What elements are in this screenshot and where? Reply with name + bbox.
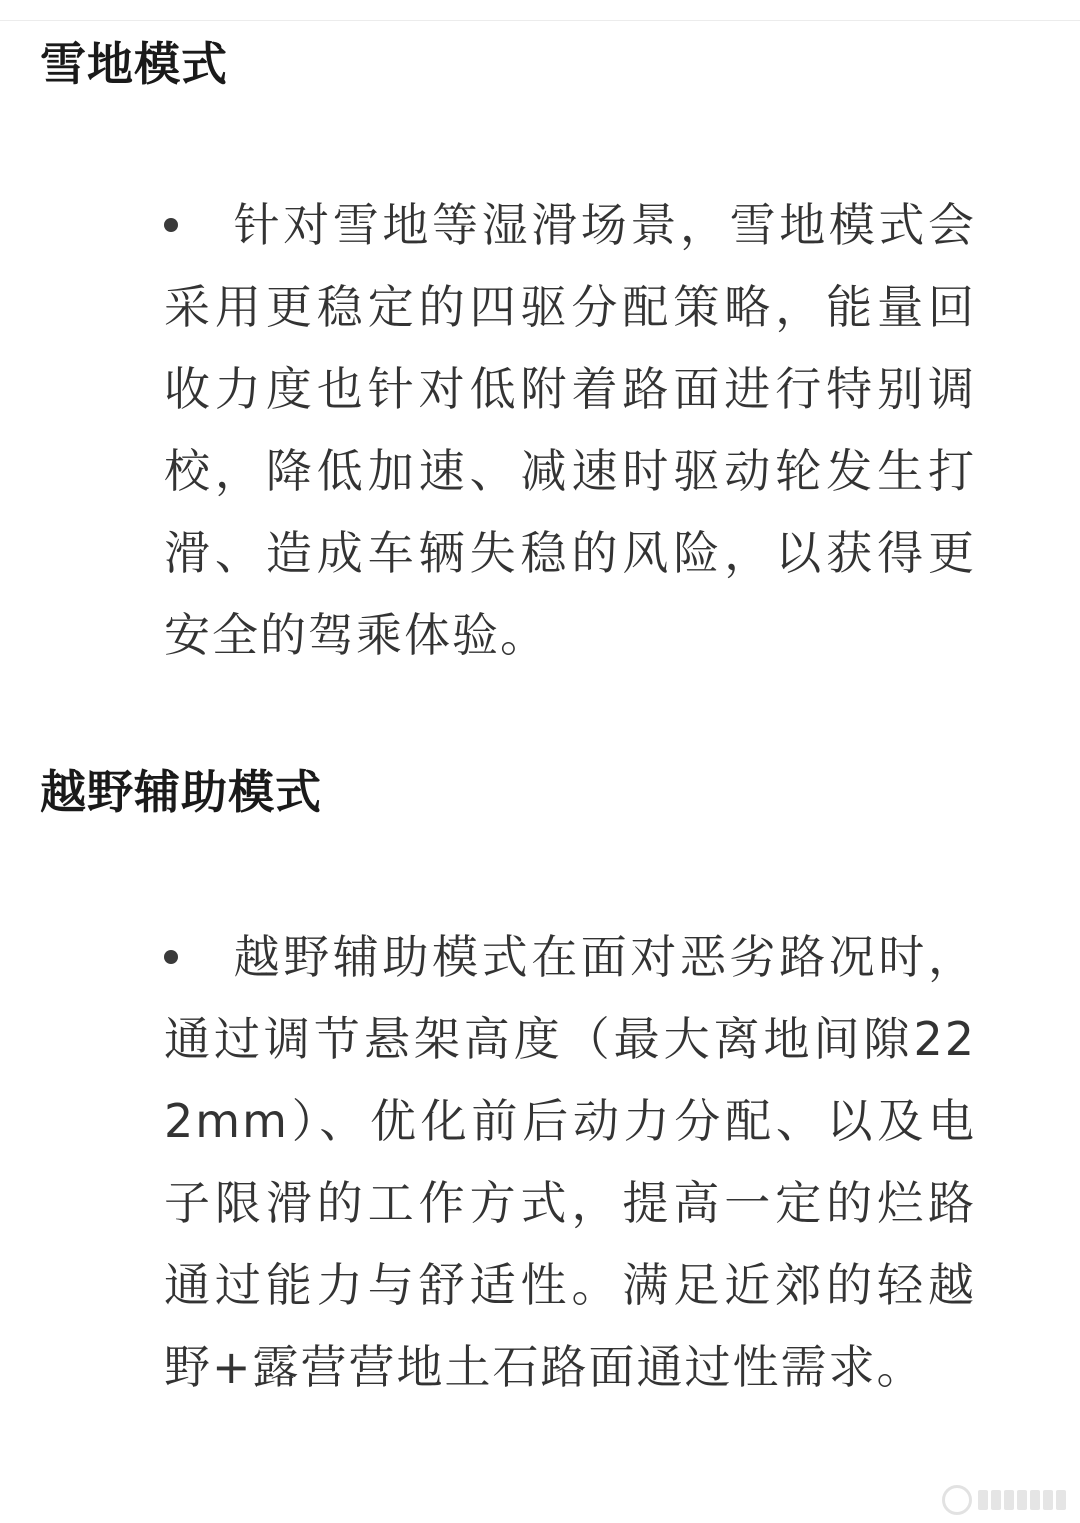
- top-divider: [0, 20, 1080, 21]
- bullet-dot-icon: [164, 218, 178, 232]
- bullet-text-offroad-mode: 越野辅助模式在面对恶劣路况时，通过调节悬架高度（最大离地间隙222mm）、优化前后动力分配、以及电子限滑的工作方式，提高一定的烂路通过能力与舒适性。满足近郊的轻越野+露营营地土石路面通过性需求。: [164, 930, 976, 1394]
- bullet-text-snow-mode: 针对雪地等湿滑场景，雪地模式会采用更稳定的四驱分配策略，能量回收力度也针对低附着路面进行特别调校，降低加速、减速时驱动轮发生打滑、造成车辆失稳的风险，以获得更安全的驾乘体验。: [164, 198, 976, 662]
- watermark: [942, 1485, 1066, 1515]
- section-heading-snow-mode: 雪地模式: [40, 37, 228, 91]
- bullet-dot-icon: [164, 950, 178, 964]
- watermark-logo-icon: [942, 1485, 972, 1515]
- bullet-item-snow-mode: [164, 184, 976, 676]
- section-heading-offroad-mode: 越野辅助模式: [40, 765, 322, 819]
- bullet-item-offroad-mode: [164, 916, 976, 1408]
- watermark-text-blur: [978, 1490, 1066, 1510]
